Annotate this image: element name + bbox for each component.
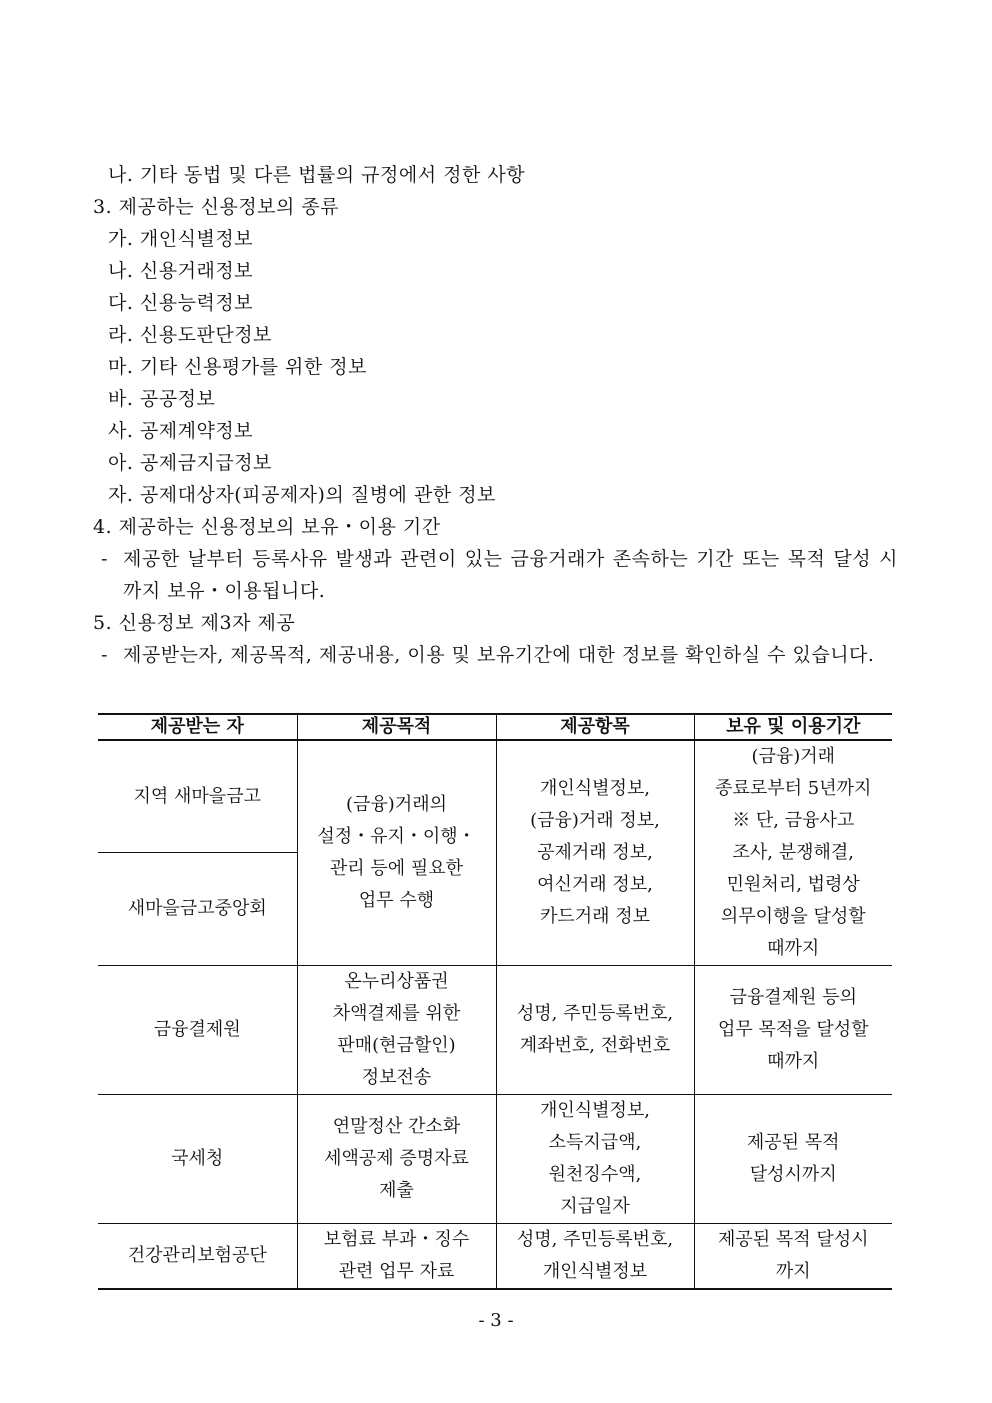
section-4-heading: 4. 제공하는 신용정보의 보유・이용 기간 [93,516,441,538]
table-row [98,1095,892,1224]
purpose-cell: 연말정산 간소화 세액공제 증명자료 제출 [297,1095,496,1224]
purpose-cell: (금융)거래의 설정・유지・이행・ 관리 등에 필요한 업무 수행 [297,740,496,966]
list-item-da: 다. 신용능력정보 [108,292,254,314]
purpose-cell: 보험료 부과・징수 관련 업무 자료 [297,1224,496,1290]
list-item-sa: 사. 공제계약정보 [108,420,254,442]
third-party-table [98,713,892,1290]
items-cell: 성명, 주민등록번호, 계좌번호, 전화번호 [496,966,694,1095]
list-item-ra: 라. 신용도판단정보 [108,324,272,346]
list-item-ja: 자. 공제대상자(피공제자)의 질병에 관한 정보 [108,484,496,506]
list-item-ga: 가. 개인식별정보 [108,228,254,250]
items-cell: 성명, 주민등록번호, 개인식별정보 [496,1224,694,1290]
header-items: 제공항목 [496,714,694,740]
recipient-cell: 새마을금고중앙회 [98,853,297,966]
recipient-cell: 국세청 [98,1095,297,1224]
period-cell: 금융결제원 등의 업무 목적을 달성할 때까지 [694,966,892,1095]
list-item-na: 나. 신용거래정보 [108,260,254,282]
table-row [98,740,892,853]
period-cell: 제공된 목적 달성시 까지 [694,1224,892,1290]
third-party-text: 제공받는자, 제공목적, 제공내용, 이용 및 보유기간에 대한 정보를 확인하실 수 있습니다. [123,644,875,666]
header-period: 보유 및 이용기간 [694,714,892,740]
recipient-cell: 금융결제원 [98,966,297,1095]
retention-text: 제공한 날부터 등록사유 발생과 관련이 있는 금융거래가 존속하는 기간 또는 목적 달성 시까지 보유・이용됩니다. [123,548,898,602]
items-cell: 개인식별정보, 소득지급액, 원천징수액, 지급일자 [496,1095,694,1224]
section-5-heading: 5. 신용정보 제3자 제공 [93,612,296,634]
list-item-ma: 마. 기타 신용평가를 위한 정보 [108,356,367,378]
list-item-ba: 바. 공공정보 [108,388,216,410]
period-cell: (금융)거래 종료로부터 5년까지 ※ 단, 금융사고 조사, 분쟁해결, 민원처리, 법령상 의무이행을 달성할 때까지 [694,740,892,966]
recipient-cell: 지역 새마을금고 [98,740,297,853]
items-cell: 개인식별정보, (금융)거래 정보, 공제거래 정보, 여신거래 정보, 카드거래 정보 [496,740,694,966]
header-purpose: 제공목적 [297,714,496,740]
header-recipient: 제공받는 자 [98,714,297,740]
page-number: - 3 - [478,1310,514,1331]
bullet-dash: - [101,548,108,570]
list-item-na-other-laws: 나. 기타 동법 및 다른 법률의 규정에서 정한 사항 [108,164,526,186]
bullet-dash: - [101,644,108,666]
retention-paragraph [101,543,898,607]
purpose-cell: 온누리상품권 차액결제를 위한 판매(현금할인) 정보전송 [297,966,496,1095]
table-row [98,966,892,1095]
period-cell: 제공된 목적 달성시까지 [694,1095,892,1224]
table-header-row [98,714,892,740]
recipient-cell: 건강관리보험공단 [98,1224,297,1290]
table-row [98,1224,892,1290]
section-3-heading: 3. 제공하는 신용정보의 종류 [93,196,340,218]
third-party-paragraph [101,639,898,671]
list-item-a: 아. 공제금지급정보 [108,452,272,474]
